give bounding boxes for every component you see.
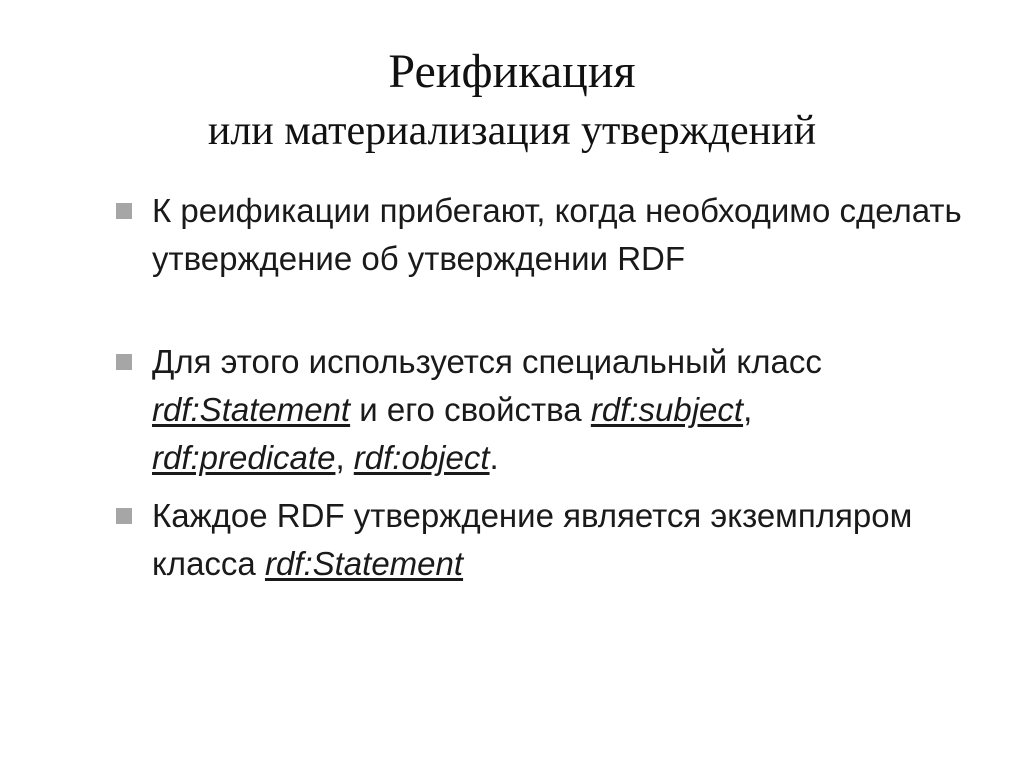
square-bullet-icon — [116, 508, 132, 524]
slide-title: Реификация — [388, 45, 636, 98]
slide-subtitle: или материализация утверждений — [207, 108, 817, 154]
comma: , — [335, 439, 345, 476]
term-rdf-predicate: rdf:predicate — [152, 439, 336, 476]
square-bullet-icon — [116, 354, 132, 370]
comma: , — [743, 391, 753, 428]
bullet-text: К реификации прибегают, когда необходимо сделать утверждение об утверждении RDF — [152, 192, 962, 277]
bullet-intro: Для этого используется специальный класс — [152, 343, 822, 380]
bullet-text — [152, 338, 982, 482]
term-rdf-object: rdf:object — [353, 439, 490, 476]
term-rdf-statement: rdf:Statement — [264, 545, 464, 582]
bullet-intro: Каждое RDF утверждение является экземпляром класса — [152, 497, 913, 582]
term-rdf-subject: rdf:subject — [590, 391, 744, 428]
period: . — [489, 439, 499, 476]
bullet-mid: и его свойства — [359, 391, 582, 428]
square-bullet-icon — [116, 203, 132, 219]
bullet-text — [152, 492, 982, 588]
term-rdf-statement: rdf:Statement — [152, 391, 351, 428]
